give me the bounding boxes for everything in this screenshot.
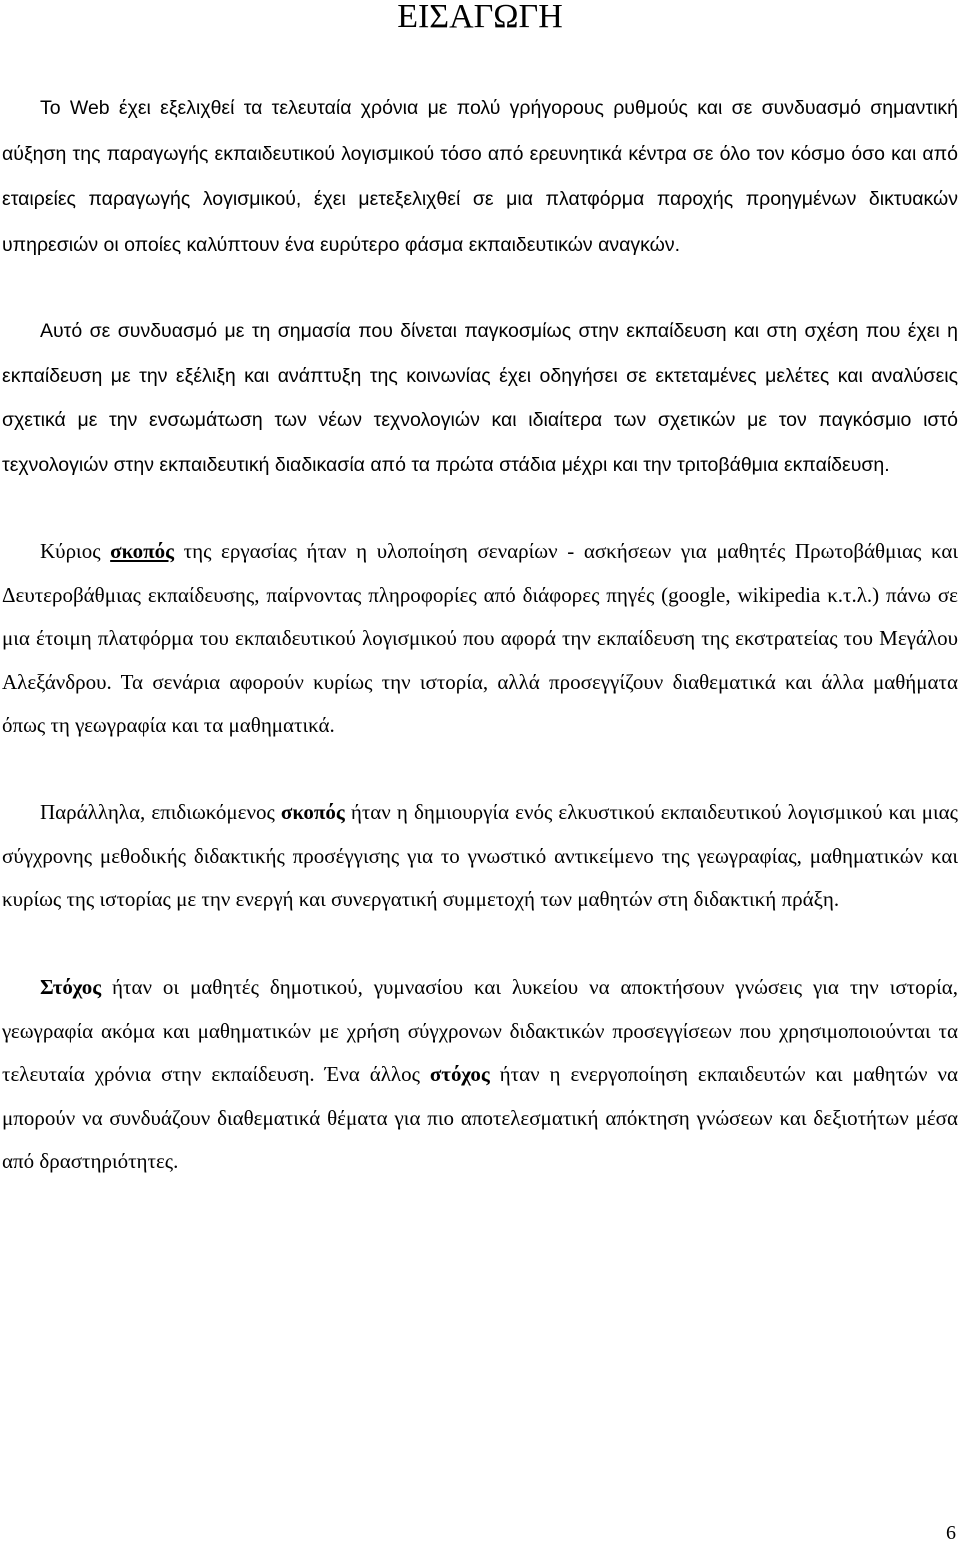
paragraph-text: Παράλληλα, επιδιωκόμενος [40, 800, 281, 824]
paragraph-main-purpose [2, 530, 958, 748]
paragraph-secondary-purpose [2, 791, 958, 922]
paragraph-education-technology [2, 309, 958, 487]
paragraph-text: Αυτό σε συνδυασμό με τη σημασία που δίνεται παγκοσμίως στην εκπαίδευση και στη σχέση που έχει η εκπαίδευση με την εξέλιξη και ανάπτυξη της κοινωνίας έχει οδηγήσει σε εκτεταμένες μελέτες και αναλύσεις σχετικά με την ενσωμάτωση των νέων τεχνολογιών και ιδιαίτερα των σχετικών με τον παγκόσμιο ιστό τεχνολογιών στην εκπαιδευτική διαδικασία από τα πρώτα στάδια μέχρι και την τριτοβάθμια εκπαίδευση. [2, 320, 958, 476]
emphasis-purpose: σκοπός [110, 539, 174, 563]
page-number: 6 [946, 1522, 956, 1544]
paragraph-text: Κύριος [40, 539, 111, 563]
paragraph-goals [2, 966, 958, 1184]
paragraph-intro-web [2, 86, 958, 268]
paragraph-text: Το Web έχει εξελιχθεί τα τελευταία χρόνια με πολύ γρήγορους ρυθμούς και σε συνδυασμό σημαντική αύξηση της παραγωγής εκπαιδευτικού λογισμικού τόσο από ερευνητικά κέντρα σε όλο τον κόσμο όσο και από εταιρείες παραγωγής λογισμικού, έχει μετεξελιχθεί σε μια πλατφόρμα παροχής προηγμένων δικτυακών υπηρεσιών οι οποίες καλύπτουν ένα ευρύτερο φάσμα εκπαιδευτικών αναγκών. [2, 97, 958, 256]
emphasis-purpose: σκοπός [280, 800, 345, 824]
paragraph-text: ήταν η ενεργοποίηση εκπαιδευτών και μαθητών να μπορούν να συνδυάζουν διαθεματικά θέματα για πιο αποτελεσματική απόκτηση γνώσεων και δεξιοτήτων μέσα από δραστηριότητες. [2, 1062, 958, 1173]
emphasis-goal: Στόχος [40, 975, 102, 999]
paragraph-text: ήταν η δημιουργία ενός ελκυστικού εκπαιδευτικού λογισμικού και μιας σύγχρονης μεθοδικής διδακτικής προσέγγισης για το γνωστικό αντικείμενο της γεωγραφίας, μαθηματικών και κυρίως της ιστορίας με την ενεργή και συνεργατική συμμετοχή των μαθητών στη διδακτική πράξη. [2, 800, 959, 911]
paragraph-text: ήταν οι μαθητές δημοτικού, γυμνασίου και λυκείου να αποκτήσουν γνώσεις για την ιστορία, γεωγραφία ακόμα και μαθηματικών με χρήση σύγχρονων διδακτικών προσεγγίσεων που χρησιμοποιούνται τα τελευταία χρόνια στην εκπαίδευση. Ένα άλλος [2, 975, 958, 1086]
paragraph-text: της εργασίας ήταν η υλοποίηση σεναρίων - ασκήσεων για μαθητές Πρωτοβάθμιας και Δευτεροβάθμιας εκπαίδευσης, παίρνοντας πληροφορίες από διάφορες πηγές (google, wikipedia κ.τ.λ.) πάνω σε μια έτοιμη πλατφόρμα του εκπαιδευτικού λογισμικού που αφορά την εκπαίδευση της εκστρατείας του Μεγάλου Αλεξάνδρου. Τα σενάρια αφορούν κυρίως την ιστορία, αλλά προσεγγίζουν διαθεματικά και άλλα μαθήματα όπως τη γεωγραφία και τα μαθηματικά. [2, 539, 958, 737]
page-title: ΕΙΣΑΓΩΓΗ [397, 0, 563, 35]
emphasis-goal: στόχος [429, 1062, 490, 1086]
